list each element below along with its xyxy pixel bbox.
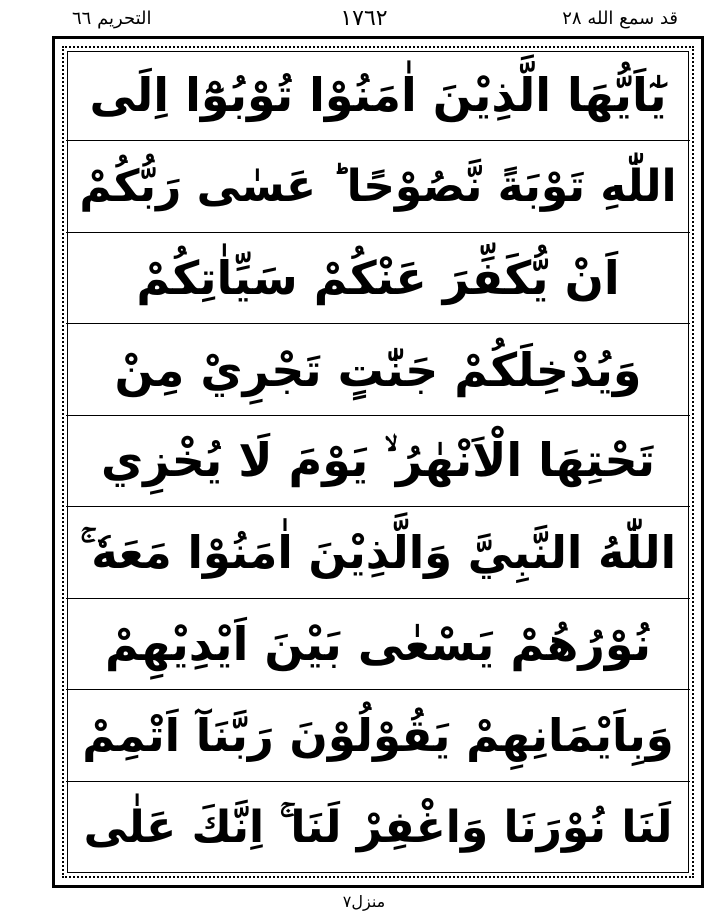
verse-line-text: لَنَا نُوْرَنَا وَاغْفِرْ لَنَا ۚ اِنَّكَ عَلٰى bbox=[83, 802, 673, 853]
verse-line bbox=[66, 691, 690, 782]
verse-line bbox=[66, 233, 690, 324]
verse-line-text: يٰٓاَيُّهَا الَّذِيْنَ اٰمَنُوْا تُوْبُوْٓا اِلَى bbox=[89, 68, 667, 122]
verse-line-text: وَبِاَيْمَانِهِمْ يَقُوْلُوْنَ رَبَّنَآ اَتْمِمْ bbox=[82, 709, 674, 762]
verse-line-text: اَنْ يُّكَفِّرَ عَنْكُمْ سَيِّاٰتِكُمْ bbox=[136, 251, 620, 305]
verse-line-text: اللّٰهُ النَّبِيَّ وَالَّذِيْنَ اٰمَنُوْا مَعَهٗ ۚ bbox=[79, 525, 676, 579]
verse-text-area bbox=[66, 50, 690, 874]
verse-line bbox=[66, 50, 690, 141]
verse-line-text: اللّٰهِ تَوْبَةً نَّصُوْحًا ؕ عَسٰى رَبُّكُمْ bbox=[79, 161, 677, 212]
page-number: ١٧٦٢ bbox=[340, 6, 388, 31]
juz-name: قد سمع الله ٢٨ bbox=[562, 8, 678, 29]
verse-line bbox=[66, 325, 690, 416]
verse-line bbox=[66, 599, 690, 690]
page-header bbox=[0, 0, 728, 36]
verse-line-text: نُوْرُهُمْ يَسْعٰى بَيْنَ اَيْدِيْهِمْ bbox=[105, 617, 651, 671]
verse-line bbox=[66, 508, 690, 599]
verse-line-text: وَيُدْخِلَكُمْ جَنّٰتٍ تَجْرِيْ مِنْ bbox=[114, 342, 642, 397]
manzil-marker: منزل٧ bbox=[342, 892, 386, 911]
verse-line bbox=[66, 416, 690, 507]
surah-name: التحریم ٦٦ bbox=[72, 8, 152, 29]
verse-line bbox=[66, 782, 690, 873]
verse-line-text: تَحْتِهَا الْاَنْهٰرُ ۙ يَوْمَ لَا يُخْزِي bbox=[101, 433, 655, 487]
verse-line bbox=[66, 142, 690, 233]
